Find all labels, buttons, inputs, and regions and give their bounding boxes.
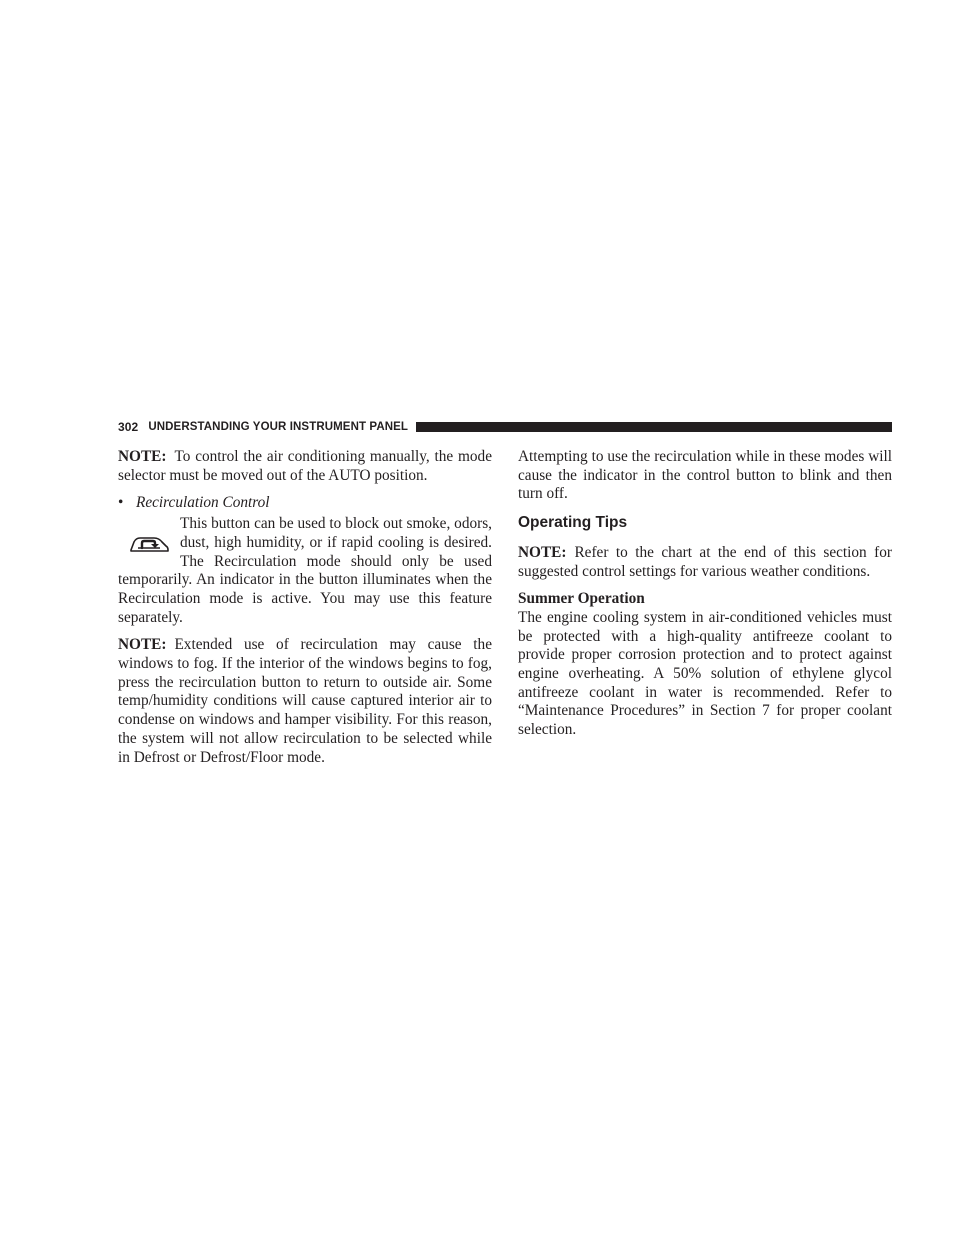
page-header [118, 419, 892, 435]
note-manual-ac [118, 448, 492, 485]
recirculation-description [118, 515, 492, 627]
header-rule [416, 422, 892, 432]
recirculation-icon [118, 517, 180, 571]
summer-operation-text: The engine cooling system in air-conditioned vehicles must be protected with a high-quality antifreeze coolant to provide proper corrosion protection and to protect against engine overheating. A 50% solution of ethylene glycol antifreeze coolant in water is recommended. Refer to “Maintenance Procedures” in Section 7 for proper coolant selection. [518, 608, 892, 739]
left-column [118, 448, 492, 776]
note-label: NOTE: [118, 636, 167, 654]
recirculation-icon-svg [128, 533, 170, 555]
note-text: To control the air conditioning manually, the mode selector must be moved out of the AUTO position. [118, 448, 492, 484]
bullet-recirculation-control [118, 494, 492, 513]
summer-operation-heading: Summer Operation [518, 590, 645, 608]
bullet-title: Recirculation Control [136, 494, 270, 512]
bullet-dot: • [118, 494, 124, 512]
note-extended-recirculation [118, 636, 492, 767]
operating-tips-heading: Operating Tips [518, 514, 628, 532]
note-label: NOTE: [518, 543, 567, 561]
note-weather-chart [518, 544, 892, 581]
right-column [518, 448, 892, 749]
page-number: 302 [118, 420, 139, 434]
section-title: UNDERSTANDING YOUR INSTRUMENT PANEL [148, 421, 409, 433]
recirculation-continuation: Attempting to use the recirculation while in these modes will cause the indicator in the control button to blink and then turn off. [518, 448, 892, 503]
note-text: Extended use of recirculation may cause the windows to fog. If the interior of the windows begins to fog, press the recirculation button to return to outside air. Some temp/humidity conditions will cause captured interior air to condense on windows and hamper visibility. For this reason, the system will not allow recirculation to be selected while in Defrost or Defrost/Floor mode. [118, 636, 492, 766]
note-text: Refer to the chart at the end of this section for suggested control settings for various weather conditions. [518, 543, 892, 580]
note-label: NOTE: [118, 448, 167, 465]
recirculation-text: This button can be used to block out smoke, odors, dust, high humidity, or if rapid cooling is desired. The Recirculation mode should only be used temporarily. An indicator in the button illuminates when the Recirculation mode is active. You may use this feature separately. [118, 515, 492, 626]
